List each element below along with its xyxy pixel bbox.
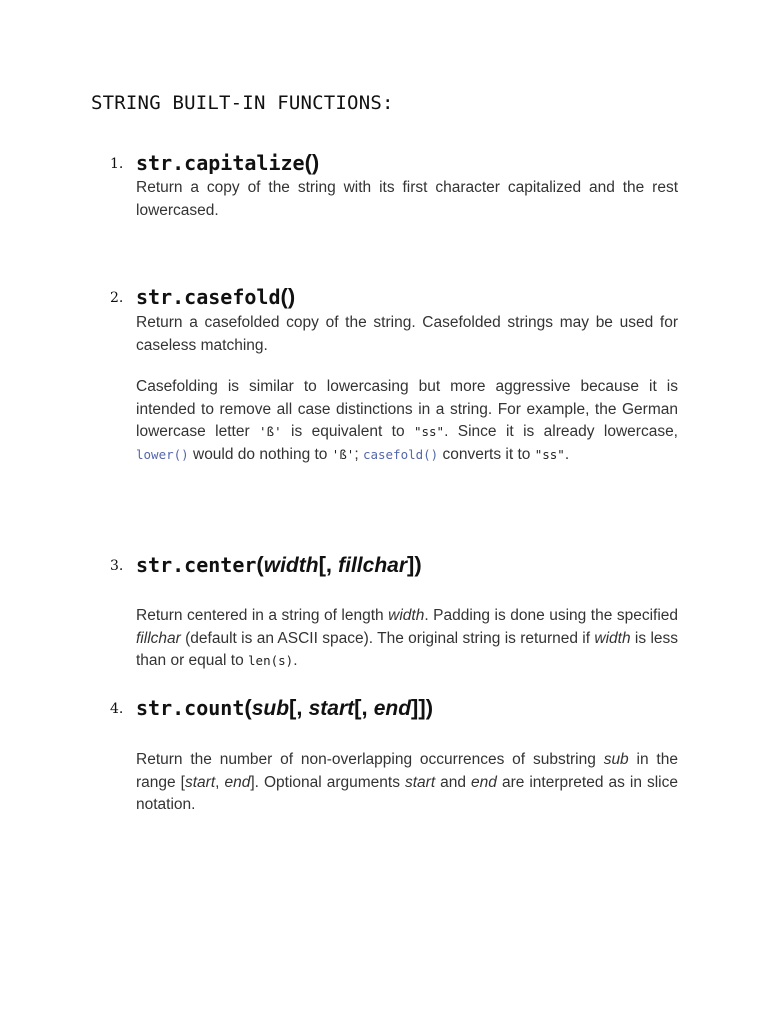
function-signature: str.capitalize() (136, 150, 320, 175)
function-heading (110, 146, 678, 176)
item-number: 4. (110, 701, 124, 717)
code-literal: 'ß' (259, 424, 282, 439)
argument-end: end (373, 697, 412, 720)
function-description: Return a copy of the string with its first character capitalized and the rest lowercased. (136, 179, 678, 219)
function-name: str.center (136, 553, 257, 577)
function-name: str.casefold (136, 285, 281, 309)
function-signature: str.count(sub[, start[, end]]) (136, 695, 434, 720)
function-entry-count (110, 691, 678, 817)
argument-fillchar: fillchar (338, 554, 407, 577)
function-description: Return a casefolded copy of the string. Casefolded strings may be used for caseless matching. (136, 314, 678, 354)
function-entry-capitalize (110, 146, 678, 222)
page-title: STRING BUILT-IN FUNCTIONS: (91, 92, 394, 114)
argument-width: width (263, 554, 319, 577)
function-heading (110, 548, 678, 578)
function-description: Return the number of non-overlapping occurrences of substring sub in the range [start, end]. Optional arguments start and end are interpreted as in slice notation. (136, 751, 678, 813)
code-literal: "ss" (534, 446, 565, 462)
function-heading (110, 280, 678, 310)
function-description-detail: Casefolding is similar to lowercasing but more aggressive because it is intended to remove all case distinctions in a string. For example, the German lowercase letter 'ß' is equivalent to "ss". Since it is already lowercase, lower() would do nothing to 'ß'; casefold() converts it to "ss". (136, 378, 678, 463)
function-description: Return centered in a string of length width. Padding is done using the specified fillchar (default is an ASCII space). The original string is returned if width is less than or equal to len(s). (136, 607, 679, 669)
item-number: 3. (110, 558, 124, 574)
function-name: str.capitalize (136, 151, 305, 175)
argument-start: start (308, 697, 355, 720)
item-number: 2. (110, 290, 124, 306)
function-entry-casefold (110, 280, 678, 466)
casefold-link[interactable]: casefold() (362, 446, 439, 462)
argument-sub: sub (251, 697, 290, 720)
function-name: str.count (136, 696, 245, 720)
code-literal: "ss" (413, 424, 445, 439)
function-heading (110, 691, 678, 721)
lower-link[interactable]: lower() (136, 446, 189, 462)
function-entry-center (110, 548, 678, 673)
function-signature: str.casefold() (136, 284, 296, 309)
code-literal: len(s) (248, 653, 294, 668)
item-number: 1. (110, 156, 124, 172)
function-signature: str.center(width[, fillchar]) (136, 552, 422, 577)
code-literal: 'ß' (331, 446, 355, 462)
